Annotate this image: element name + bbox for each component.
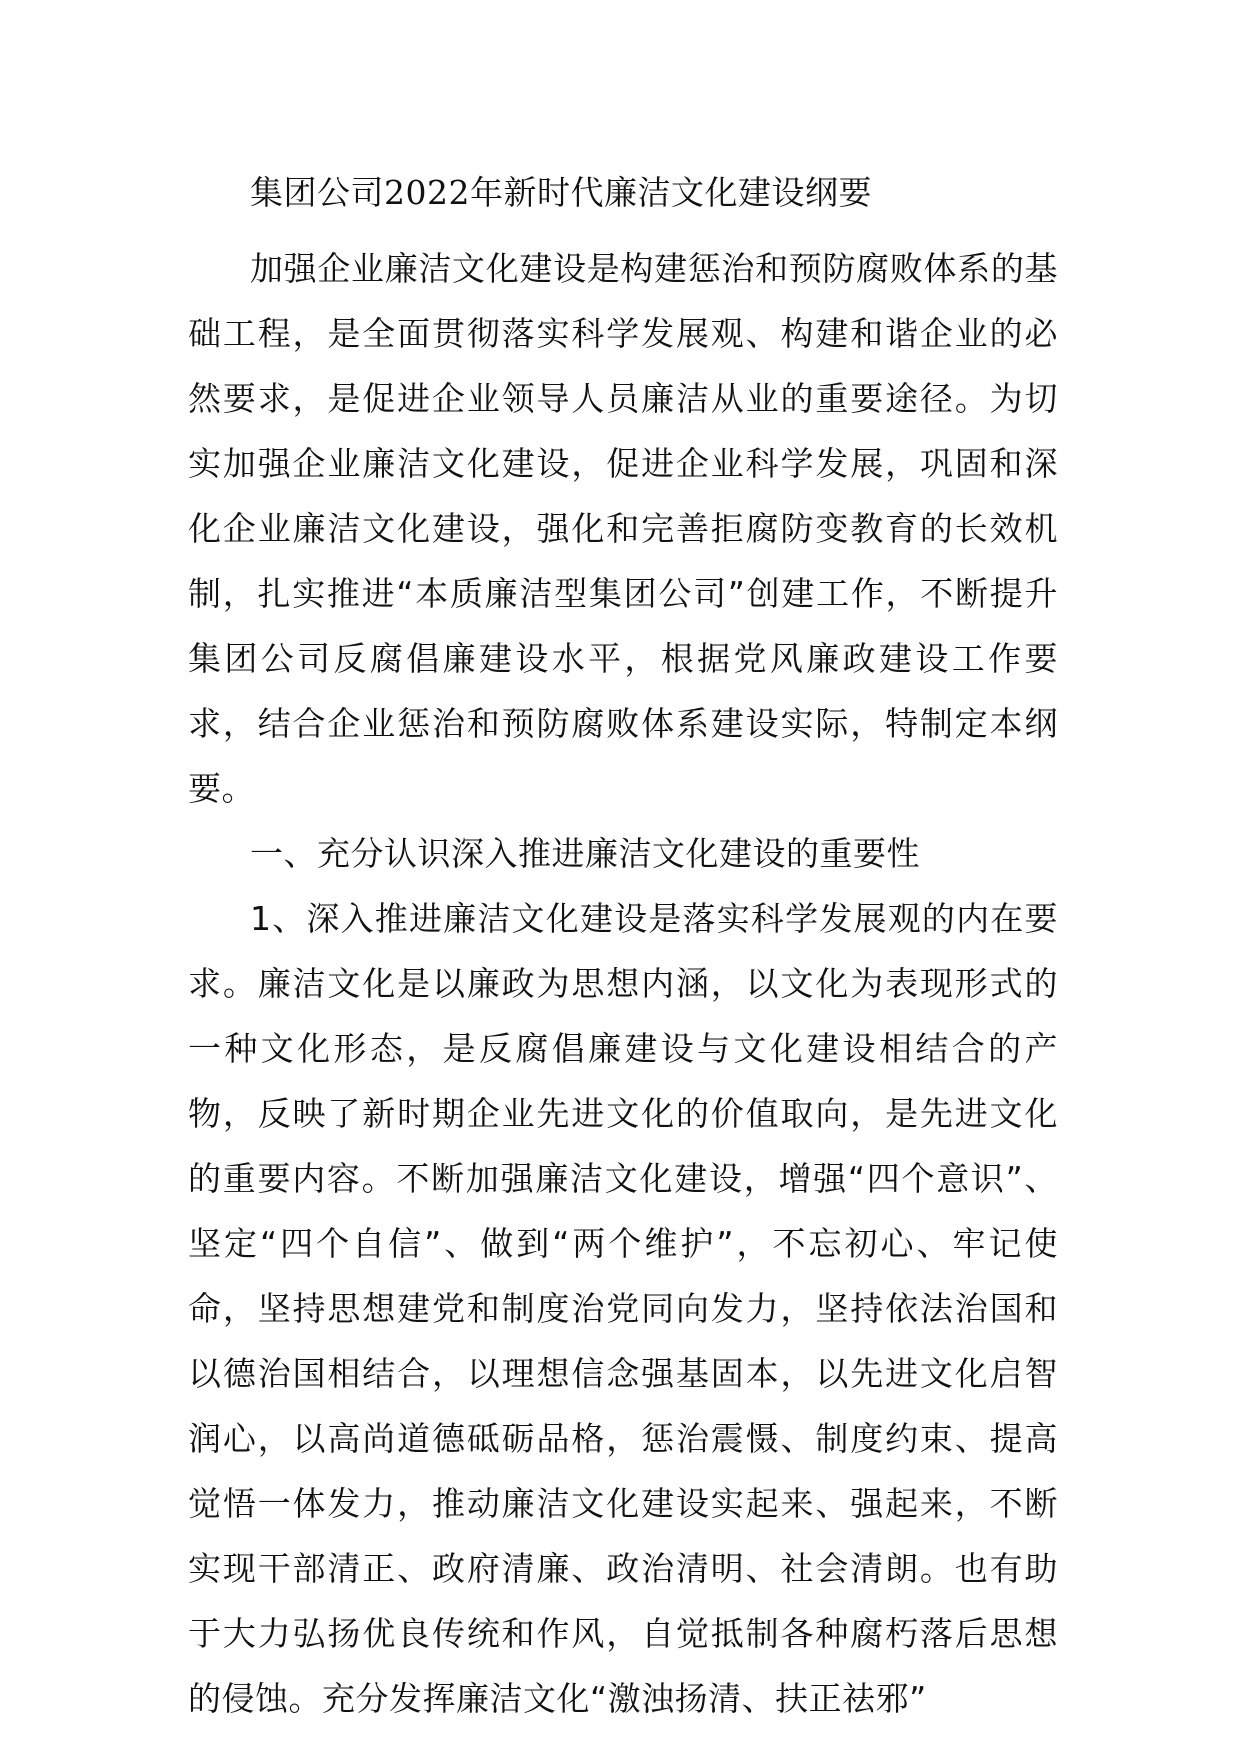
document-title: 集团公司2022年新时代廉洁文化建设纲要 <box>250 173 872 212</box>
section-heading: 一、充分认识深入推进廉洁文化建设的重要性 <box>250 834 920 873</box>
document-body <box>188 172 1058 1731</box>
section-paragraph: 1、深入推进廉洁文化建设是落实科学发展观的内在要求。廉洁文化是以廉政为思想内涵，以文化为表现形式的一种文化形态，是反腐倡廉建设与文化建设相结合的产物，反映了新时期企业先进文化的价值取向，是先进文化的重要内容。不断加强廉洁文化建设，增强“四个意识”、坚定“四个自信”、做到“两个维护”，不忘初心、牢记使命，坚持思想建党和制度治党同向发力，坚持依法治国和以德治国相结合，以理想信念强基固本，以先进文化启智润心，以高尚道德砥砺品格，惩治震慑、制度约束、提高觉悟一体发力，推动廉洁文化建设实起来、强起来，不断实现干部清正、政府清廉、政治清明、社会清朗。也有助于大力弘扬优良传统和作风，自觉抵制各种腐朽落后思想的侵蚀。充分发挥廉洁文化“激浊扬清、扶正祛邪” <box>188 899 1058 1718</box>
intro-paragraph: 加强企业廉洁文化建设是构建惩治和预防腐败体系的基础工程，是全面贯彻落实科学发展观、构建和谐企业的必然要求，是促进企业领导人员廉洁从业的重要途径。为切实加强企业廉洁文化建设，促进企业科学发展，巩固和深化企业廉洁文化建设，强化和完善拒腐防变教育的长效机制，扎实推进“本质廉洁型集团公司”创建工作，不断提升集团公司反腐倡廉建设水平，根据党风廉政建设工作要求，结合企业惩治和预防腐败体系建设实际，特制定本纲要。 <box>188 249 1058 808</box>
